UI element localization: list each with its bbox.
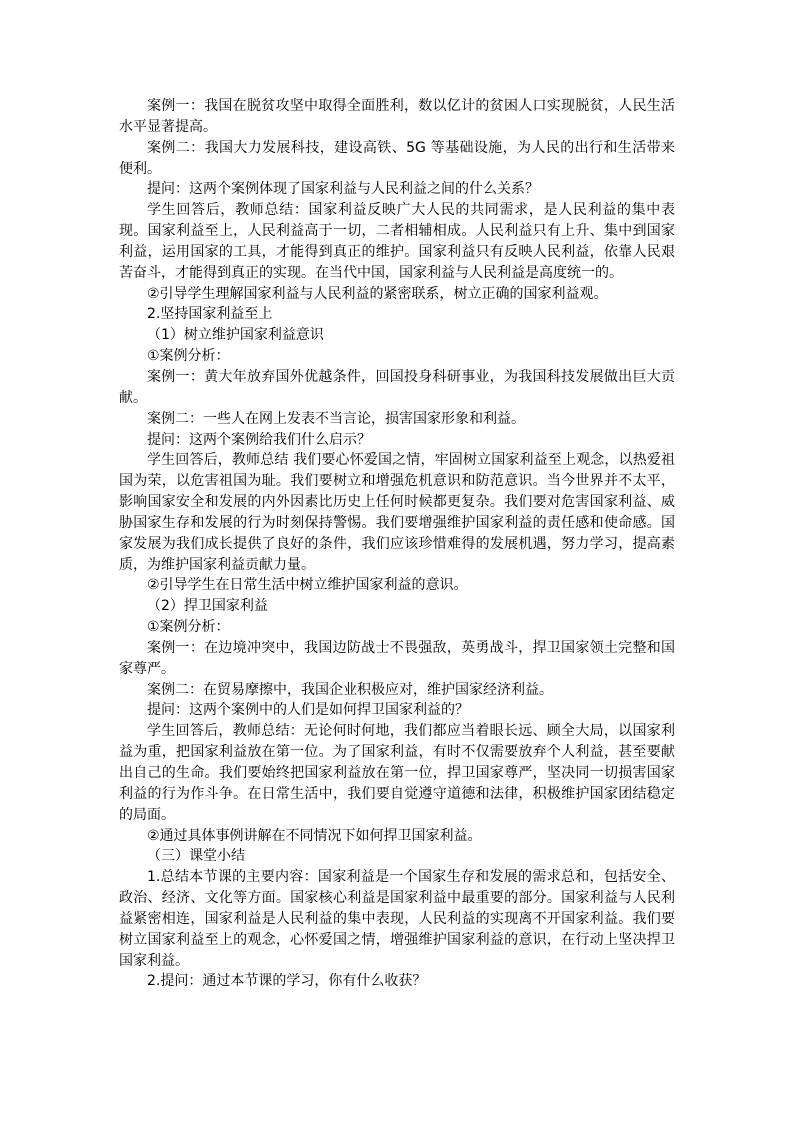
paragraph-question-inspiration: 提问：这两个案例给我们什么启示？: [147, 431, 371, 448]
paragraph-summary-content: 1.总结本节课的主要内容：国家利益是一个国家生存和发展的需求总和，包括安全、政治、经济、文化等方面。国家核心利益是国家利益中最重要的部分。国家利益与人民利益紧密相连，国家利益是人民利益的集中表现，人民利益的实现离不开国家利益。我们要树立国家利益至上的观念，心怀爱国之情，增强维护国家利益的意识，在行动上坚决捍卫国家利益。: [119, 869, 675, 969]
paragraph-guide-1: ②引导学生理解国家利益与人民利益的紧密联系，树立正确的国家利益观。: [147, 285, 608, 302]
paragraph-case-two-technology: 案例二：我国大力发展科技，建设高铁、5G 等基础设施，为人民的出行和生活带来便利。: [119, 139, 675, 177]
paragraph-guide-2: ②引导学生在日常生活中树立维护国家利益的意识。: [147, 577, 468, 594]
paragraph-case-one-poverty: 案例一：我国在脱贫攻坚中取得全面胜利，数以亿计的贫困人口实现脱贫，人民生活水平显著提高。: [119, 98, 675, 135]
paragraph-case-two-trade: 案例二：在贸易摩擦中，我国企业积极应对，维护国家经济利益。: [147, 681, 553, 698]
paragraph-question-defend: 提问：这两个案例中的人们是如何捍卫国家利益的？: [147, 702, 469, 719]
paragraph-teacher-summary-2: 学生回答后，教师总结 我们要心怀爱国之情，牢固树立国家利益至上观念，以热爱祖国为荣，以危害祖国为耻。我们要树立和增强危机意识和防范意识。当今世界并不太平，影响国家安全和发展的内外因素比历史上任何时候都更复杂。我们要对危害国家利益、威胁国家生存和发展的行为时刻保持警惕。我们要增强维护国家利益的责任感和使命感。国家发展为我们成长提供了良好的条件，我们应该珍惜难得的发展机遇，努力学习，提高素质，为维护国家利益贡献力量。: [119, 452, 675, 573]
paragraph-case-analysis-1: ①案例分析：: [147, 348, 230, 365]
paragraph-teacher-summary-1: 学生回答后，教师总结：国家利益反映广大人民的共同需求，是人民利益的集中表现。国家利益至上，人民利益高于一切，二者相辅相成。人民利益只有上升、集中到国家利益，运用国家的工具，才能得到真正的维护。国家利益只有反映人民利益，依靠人民艰苦奋斗，才能得到真正的实现。在当代中国，国家利益与人民利益是高度统一的。: [119, 202, 675, 281]
paragraph-case-analysis-2: ①案例分析：: [147, 619, 230, 636]
paragraph-guide-3: ②通过具体事例讲解在不同情况下如何捍卫国家利益。: [147, 827, 482, 844]
paragraph-summary-question: 2.提问：通过本节课的学习，你有什么收获？: [147, 973, 427, 990]
subheading-awareness: （1）树立维护国家利益意识: [147, 327, 324, 344]
paragraph-case-one-border: 案例一：在边境冲突中，我国边防战士不畏强敌，英勇战斗，捍卫国家领土完整和国家尊严。: [119, 639, 675, 677]
paragraph-teacher-summary-3: 学生回答后，教师总结：无论何时何地，我们都应当着眼长远、顾全大局，以国家利益为重，把国家利益放在第一位。为了国家利益，有时不仅需要放弃个人利益，甚至要献出自己的生命。我们要始终把国家利益放在第一位，捍卫国家尊严，坚决同一切损害国家利益的行为作斗争。在日常生活中，我们要自觉遵守道德和法律，积极维护国家团结稳定的局面。: [119, 723, 675, 823]
subheading-defend: （2）捍卫国家利益: [147, 598, 268, 615]
section-heading-national-interest-first: 2.坚持国家利益至上: [147, 306, 273, 323]
paragraph-case-two-online: 案例二：一些人在网上发表不当言论，损害国家形象和利益。: [147, 410, 525, 427]
paragraph-case-one-huang: 案例一：黄大年放弃国外优越条件，回国投身科研事业，为我国科技发展做出巨大贡献。: [119, 368, 675, 406]
document-page: [119, 96, 675, 992]
paragraph-question-relationship: 提问：这两个案例体现了国家利益与人民利益之间的什么关系？: [147, 181, 539, 198]
section-heading-class-summary: （三）课堂小结: [147, 848, 245, 865]
